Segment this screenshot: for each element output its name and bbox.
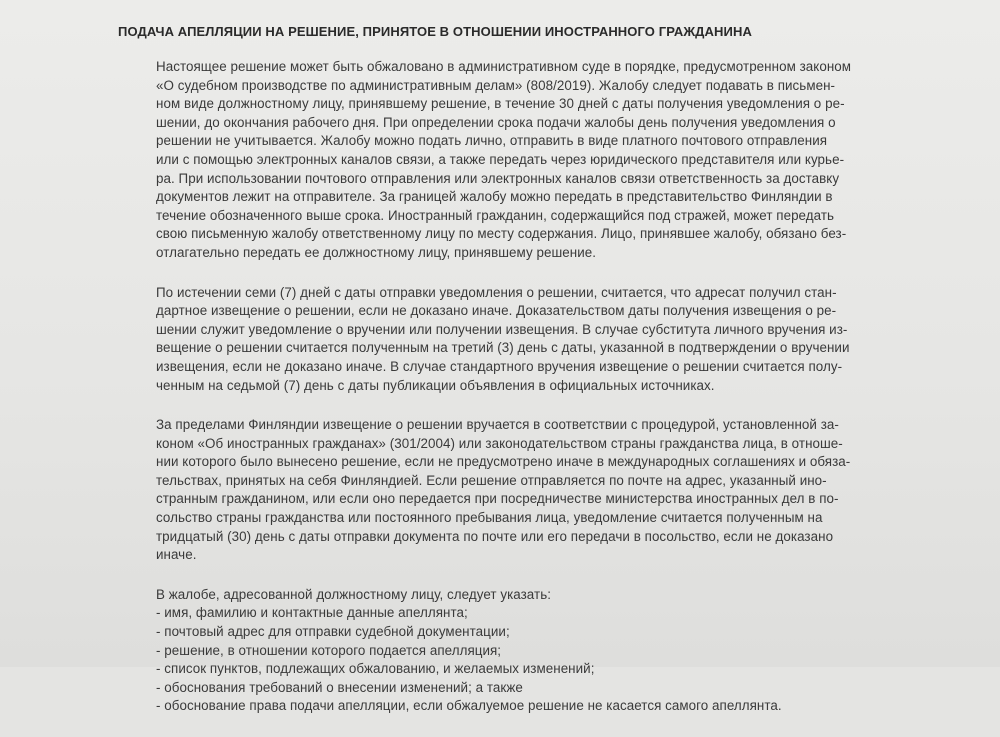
document-title: ПОДАЧА АПЕЛЛЯЦИИ НА РЕШЕНИЕ, ПРИНЯТОЕ В ОТНОШЕНИИ ИНОСТРАННОГО ГРАЖДАНИНА [118,24,752,39]
text-line: документов лежит на отправителе. За границей жалобу можно передать в представительство Финляндии в [156,189,833,205]
list-item: - решение, в отношении которого подается апелляция; [156,642,502,658]
text-line: шении, до окончания рабочего дня. При определении срока подачи жалобы день получения уведомления о [156,114,836,130]
text-line: ра. При использовании почтового отправления или электронных каналов связи ответственность за доставку [156,170,840,186]
list-intro: В жалобе, адресованной должностному лицу, следует указать: [156,586,551,602]
text-line: тридцатый (30) день с даты отправки документа по почте или его передачи в посольство, если не доказано [156,528,834,544]
paragraph-abroad-delivery [156,416,1000,565]
text-line: «О судебном производстве по административным делам» (808/2019). Жалобу следует подавать в письмен- [156,77,836,93]
paragraph-notice-delivery [156,284,1000,396]
text-line: отлагательно передать ее должностному лицу, принявшему решение. [156,244,596,260]
text-line: вещение о решении считается полученным на третий (3) день с даты, указанной в подтверждении о вручении [156,340,850,356]
list-item: - имя, фамилию и контактные данные апеллянта; [156,605,468,621]
text-line: странным гражданином, или если оно передается при посредничестве министерства иностранных дел в по- [156,491,839,507]
paragraph-appeal-procedure [156,58,1000,263]
text-line: По истечении семи (7) дней с даты отправки уведомления о решении, считается, что адресат получил стан- [156,284,837,300]
list-item: - почтовый адрес для отправки судебной документации; [156,624,510,640]
text-line: ном виде должностному лицу, принявшему решение, в течение 30 дней с даты получения уведомления о ре- [156,96,845,112]
text-line: течение обозначенного выше срока. Иностранный гражданин, содержащийся под стражей, может передать [156,207,835,223]
list-item: - обоснования требований о внесении изменений; а также [156,679,523,695]
text-line: иначе. [156,547,197,563]
text-line: свою письменную жалобу ответственному лицу по месту содержания. Лицо, принявшее жалобу, обязано без- [156,226,847,242]
document-body [156,58,1000,737]
text-line: шении служит уведомление о вручении или получении извещения. В случае субститута личного вручения из- [156,321,848,337]
text-line: или с помощью электронных каналов связи, а также передать через юридического представителя или курье- [156,151,845,167]
text-line: нии которого было вынесено решение, если не предусмотрено иначе в международных соглашениях и обяза- [156,454,851,470]
text-line: коном «Об иностранных гражданах» (301/2004) или законодательством страны гражданства лица, в отноше- [156,435,843,451]
text-line: сольство страны гражданства или постоянного пребывания лица, уведомление считается полученным на [156,510,823,526]
text-line: Настоящее решение может быть обжаловано в административном суде в порядке, предусмотренном законом [156,59,852,74]
text-line: дартное извещение о решении, если не доказано иначе. Доказательством даты получения извещения о ре- [156,303,837,319]
text-line: решении не учитывается. Жалобу можно подать лично, отправить в виде платного почтового отправления [156,133,828,149]
text-line: За пределами Финляндии извещение о решении вручается в соответствии с процедурой, установленной за- [156,417,839,433]
text-line: извещения, если не доказано иначе. В случае стандартного вручения извещение о решении считается полу- [156,358,843,374]
list-item: - обоснование права подачи апелляции, если обжалуемое решение не касается самого апеллянта. [156,698,782,714]
text-line: ченным на седьмой (7) день с даты публикации объявления в официальных источниках. [156,377,715,393]
appeal-requirements-list [156,586,1000,716]
list-item: - список пунктов, подлежащих обжалованию, и желаемых изменений; [156,661,595,677]
text-line: тельствах, принятых на себя Финляндией. Если решение отправляется по почте на адрес, указанный ино- [156,472,827,488]
